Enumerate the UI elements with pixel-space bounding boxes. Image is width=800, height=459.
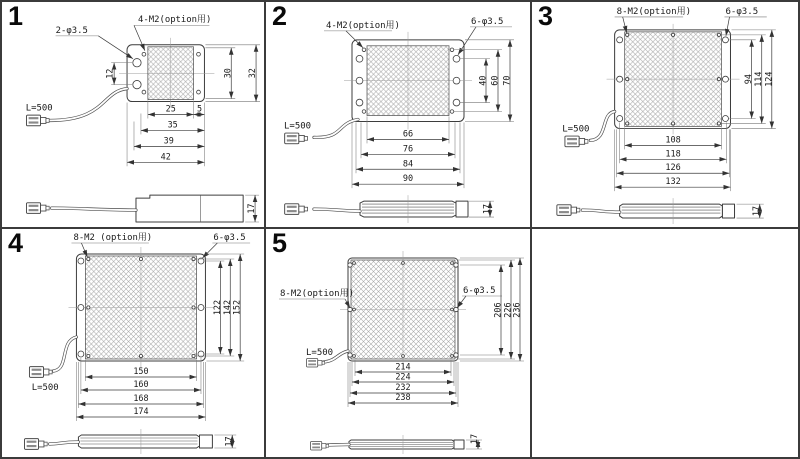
emitting-area-hatch [85,256,196,359]
horizontal-dimensions [615,122,731,191]
panel-number: 3 [538,2,554,31]
dim-label: 60 [489,75,500,86]
panel-2-drawing [266,2,530,227]
cable-length-label: L=500 [31,382,59,394]
dim-label: 42 [160,151,171,162]
phi-callout [458,17,512,55]
panel-1 [2,2,266,229]
emitting-area-hatch [148,47,194,100]
cable [54,337,77,371]
panel-5 [266,229,532,457]
emitting-area-hatch [351,260,455,359]
empty-cell [532,229,798,457]
dim-label: 39 [163,135,174,146]
m2-callout [71,232,152,257]
panel-3 [532,2,798,229]
dim-label: 152 [231,299,242,316]
side-view [24,429,236,454]
dim-label: 12 [104,68,115,79]
panel-5-drawing [266,229,530,457]
dim-label: 160 [133,378,149,390]
dim-label: 174 [133,405,149,417]
side-view [311,434,482,454]
dim-label: 94 [744,74,755,85]
plan-view [562,6,776,191]
plan-view [26,14,260,166]
phi-callout-label: 6-φ3.5 [463,286,496,296]
dim-label: 40 [477,75,488,86]
dim-label: 232 [395,383,411,393]
m2-callout-label: 4-M2(option用) [326,20,400,31]
side-view [285,195,494,223]
dim-label: 126 [665,163,681,174]
dim-label: 150 [133,365,149,377]
horizontal-dimensions [127,101,204,167]
cable [314,119,358,137]
panel-3-drawing [532,2,798,227]
phi-callout-label: 6-φ3.5 [213,232,246,244]
m2-callout [615,6,691,33]
connector-icon [285,204,308,215]
connector-icon [311,442,329,450]
dim-label: 114 [754,71,765,87]
panel-number: 1 [8,2,24,31]
dim-label: 168 [133,392,149,404]
dim-label: 84 [402,158,414,169]
m2-callout [279,288,354,308]
connector-icon [24,439,47,450]
connector-icon [285,133,308,144]
phi-callout-label: 6-φ3.5 [725,6,759,17]
panel-1-drawing [2,2,264,227]
panel-2 [266,2,532,229]
m2-callout-label: 8-M2(option用) [616,6,692,17]
connector-icon [557,205,580,216]
connector-icon [29,367,52,378]
dim-label: 206 [493,302,504,318]
thickness-label: 17 [246,203,257,214]
m2-callout-label: 8-M2(option用) [280,289,355,299]
vertical-dimensions [457,258,524,361]
cable-length-label: L=500 [284,121,312,132]
phi-callout-label: 6-φ3.5 [471,16,504,27]
dim-label: 236 [512,302,523,318]
dim-label: 132 [665,177,681,188]
horizontal-dimensions [76,358,205,421]
phi-callout-label: 2-φ3.5 [55,25,88,36]
dim-label: 214 [395,362,411,373]
cable-length-label: L=500 [25,103,53,114]
thickness-label: 17 [223,436,234,447]
cable-length-label: L=500 [562,124,590,135]
plan-view [29,232,250,421]
horizontal-dimensions [348,360,458,407]
side-view [557,198,764,224]
thickness-label: 17 [470,433,480,445]
dim-label: 25 [165,103,176,114]
panel-number: 4 [8,229,24,258]
dim-label: 35 [167,119,178,130]
dim-label: 122 [211,299,222,316]
emitting-area-hatch [367,46,449,116]
dim-label: 70 [501,75,512,86]
m2-callout-label: 8-M2 (option用) [73,232,153,244]
dim-label: 32 [247,68,258,79]
emitting-area-hatch [625,32,722,127]
cable [50,89,127,121]
panel-number: 2 [272,2,288,31]
panel-number: 5 [272,229,288,258]
side-view [26,195,259,222]
connector-icon [307,359,325,367]
dim-label: 118 [665,149,681,160]
dim-label: 124 [764,71,775,87]
cable [590,112,614,141]
connector-icon [565,136,588,147]
connector-icon [26,115,49,126]
dim-label: 30 [222,68,233,79]
cable-length-label: L=500 [306,348,334,358]
m2-callout-label: 4-M2(option用) [137,14,212,25]
dim-label: 66 [402,128,414,139]
connector-icon [26,203,49,214]
dim-label: 142 [221,299,232,316]
panel-4 [2,229,266,457]
dim-label: 226 [503,302,514,318]
dim-label: 5 [196,103,203,114]
phi-callout [56,26,133,59]
dim-label: 90 [402,173,414,184]
dim-label: 238 [395,393,411,403]
thickness-label: 17 [481,203,492,215]
panel-4-drawing [2,229,264,457]
thickness-label: 17 [752,205,763,217]
phi-callout [724,7,766,36]
dim-label: 224 [395,372,411,383]
dim-label: 108 [665,135,681,146]
dim-label: 76 [402,143,414,154]
plan-view [279,251,524,407]
plan-view [284,17,514,188]
